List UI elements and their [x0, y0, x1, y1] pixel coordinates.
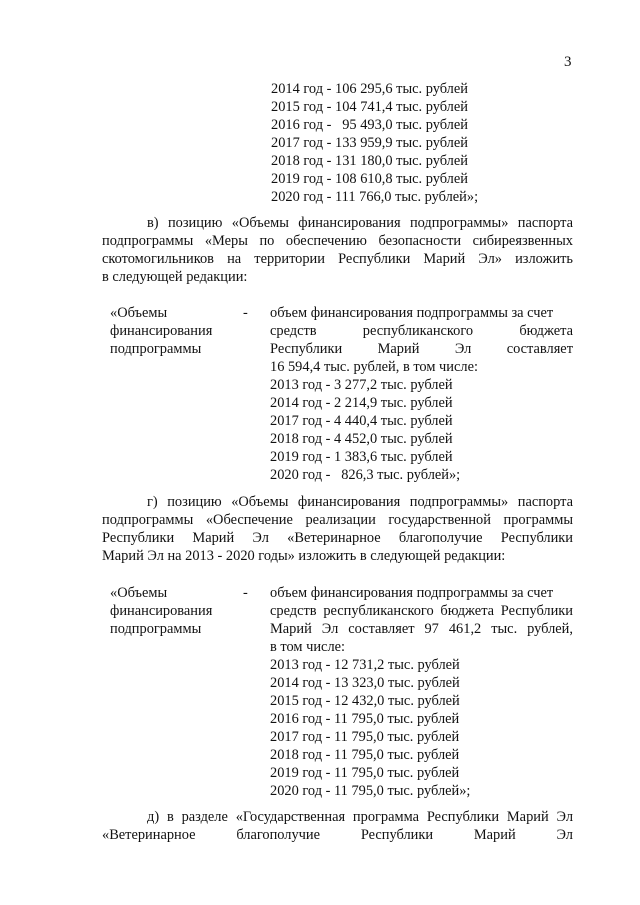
year-line: 2017 год - 133 959,9 тыс. рублей	[271, 135, 468, 151]
paragraph-line: в следующей редакции:	[102, 269, 248, 285]
paragraph-d	[102, 808, 573, 844]
paragraph-v	[102, 214, 573, 286]
year-line: 2020 год - 111 766,0 тыс. рублей»;	[271, 189, 479, 205]
label-line: «Объемы	[110, 305, 168, 321]
page-number: 3	[564, 54, 572, 70]
year-line: 2016 год - 95 493,0 тыс. рублей	[271, 117, 468, 133]
paragraph-line: г) позицию «Объемы финансирования подпрограммы» паспорта	[147, 494, 573, 510]
content-line: в том числе:	[270, 639, 346, 655]
paragraph-line: Республики Марий Эл «Ветеринарное благополучие Республики	[102, 530, 573, 546]
content-line: средств республиканского бюджета Республики	[270, 603, 573, 619]
funding-content-g	[270, 584, 573, 800]
paragraph-line: д) в разделе «Государственная программа Республики Марий Эл	[147, 809, 573, 825]
content-line: Марий Эл составляет 97 461,2 тыс. рублей,	[270, 621, 573, 637]
label-line: подпрограммы	[110, 621, 202, 637]
paragraph-line: скотомогильников на территории Республики Марий Эл» изложить	[102, 251, 573, 267]
content-line: 2018 год - 4 452,0 тыс. рублей	[270, 431, 453, 447]
funding-content-v	[270, 304, 573, 484]
year-line: 2015 год - 104 741,4 тыс. рублей	[271, 99, 468, 115]
content-line: 2020 год - 11 795,0 тыс. рублей»;	[270, 783, 471, 799]
content-line: Республики Марий Эл составляет	[270, 341, 573, 357]
content-line: средств республиканского бюджета	[270, 323, 573, 339]
top-years-list	[271, 80, 478, 206]
content-line: объем финансирования подпрограммы за счет	[270, 585, 554, 601]
paragraph-line: «Ветеринарное благополучие Республики Марий Эл	[102, 827, 573, 843]
label-line: финансирования	[110, 323, 213, 339]
content-line: 2019 год - 1 383,6 тыс. рублей	[270, 449, 453, 465]
content-line: 2016 год - 11 795,0 тыс. рублей	[270, 711, 460, 727]
content-line: объем финансирования подпрограммы за счет	[270, 305, 554, 321]
paragraph-line: в) позицию «Объемы финансирования подпрограммы» паспорта	[147, 215, 573, 231]
content-line: 2020 год - 826,3 тыс. рублей»;	[270, 467, 461, 483]
funding-label-v	[110, 304, 250, 358]
content-line: 2015 год - 12 432,0 тыс. рублей	[270, 693, 460, 709]
dash-v: -	[243, 305, 248, 321]
content-line: 2013 год - 12 731,2 тыс. рублей	[270, 657, 460, 673]
content-line: 2013 год - 3 277,2 тыс. рублей	[270, 377, 453, 393]
paragraph-line: подпрограммы «Обеспечение реализации государственной программы	[102, 512, 573, 528]
label-line: финансирования	[110, 603, 213, 619]
content-line: 2017 год - 11 795,0 тыс. рублей	[270, 729, 460, 745]
label-line: «Объемы	[110, 585, 168, 601]
content-line: 2014 год - 2 214,9 тыс. рублей	[270, 395, 453, 411]
content-line: 2014 год - 13 323,0 тыс. рублей	[270, 675, 460, 691]
content-line: 2018 год - 11 795,0 тыс. рублей	[270, 747, 460, 763]
year-line: 2014 год - 106 295,6 тыс. рублей	[271, 81, 468, 97]
content-line: 16 594,4 тыс. рублей, в том числе:	[270, 359, 478, 375]
paragraph-g	[102, 493, 573, 565]
dash-g: -	[243, 585, 248, 601]
paragraph-line: Марий Эл на 2013 - 2020 годы» изложить в следующей редакции:	[102, 548, 506, 564]
label-line: подпрограммы	[110, 341, 202, 357]
content-line: 2019 год - 11 795,0 тыс. рублей	[270, 765, 460, 781]
funding-label-g	[110, 584, 250, 638]
year-line: 2018 год - 131 180,0 тыс. рублей	[271, 153, 468, 169]
paragraph-line: подпрограммы «Меры по обеспечению безопасности сибиреязвенных	[102, 233, 573, 249]
content-line: 2017 год - 4 440,4 тыс. рублей	[270, 413, 453, 429]
year-line: 2019 год - 108 610,8 тыс. рублей	[271, 171, 468, 187]
